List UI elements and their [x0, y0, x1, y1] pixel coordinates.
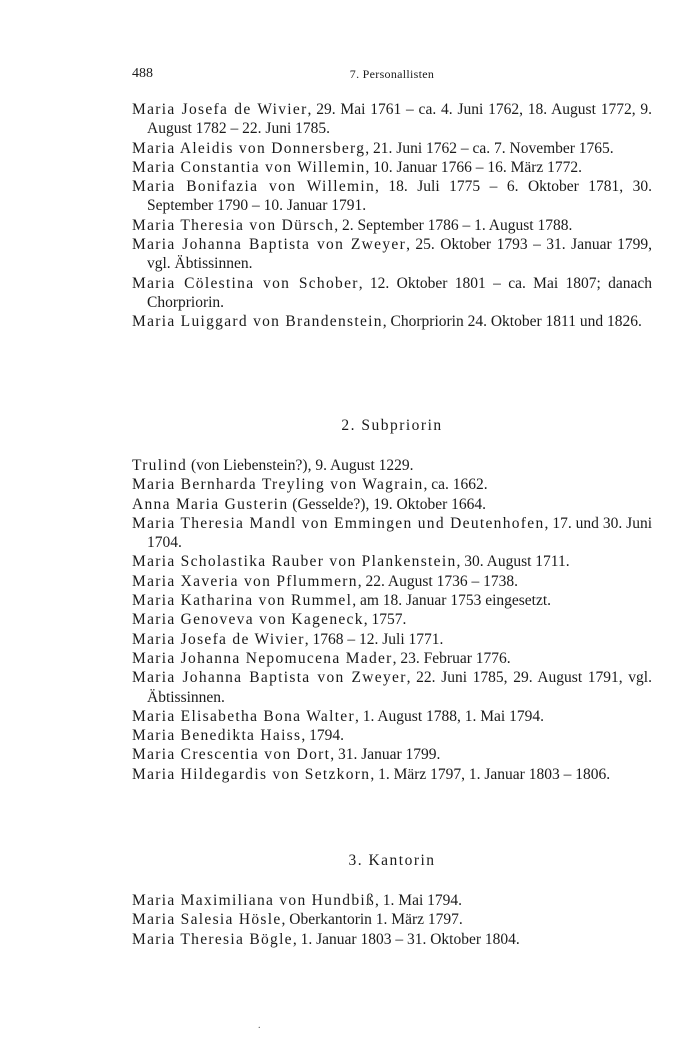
- list-entry: [132, 274, 652, 313]
- entry-details: , 12. Oktober 1801 – ca. Mai 1807; danach Chorpriorin.: [147, 274, 653, 311]
- entry-details: , 17. und 30. Juni 1704.: [147, 514, 652, 552]
- person-name: Maria Aleidis von Donnersberg: [132, 139, 366, 157]
- entry-details: , 21. Juni 1762 – ca. 7. November 1765.: [365, 139, 614, 157]
- person-name: Maria Luiggard von Brandenstein: [132, 313, 383, 331]
- entry-details: , 2. September 1786 – 1. August 1788.: [334, 216, 573, 234]
- list-entry: [132, 591, 652, 610]
- list-entry: [132, 630, 652, 649]
- entry-details: (von Liebenstein?), 9. August 1229.: [187, 457, 414, 474]
- section-heading-kantorin: 3. Kantorin: [348, 852, 436, 869]
- page-number: 488: [132, 66, 153, 81]
- person-name: Maria Hildegardis von Setzkorn: [132, 765, 371, 783]
- list-entry: [132, 514, 652, 553]
- entry-details: , 1. Januar 1803 – 31. Oktober 1804.: [292, 930, 520, 948]
- entry-details: , 22. August 1736 – 1738.: [357, 572, 518, 590]
- entry-details: , 25. Oktober 1793 – 31. Januar 1799, vgl. Äbtissinnen.: [147, 236, 652, 273]
- list-entry: [132, 456, 652, 475]
- list-entry: [132, 572, 652, 591]
- person-name: Maria Josefa de Wivier: [132, 630, 305, 648]
- running-title: 7. Personallisten: [349, 67, 435, 81]
- list-entry: [132, 552, 652, 571]
- person-name: Maria Theresia von Dürsch: [132, 216, 335, 234]
- entry-details: (Gesselde?), 19. Oktober 1664.: [288, 495, 486, 513]
- entry-details: , 1. März 1797, 1. Januar 1803 – 1806.: [370, 765, 611, 783]
- person-name: Maria Elisabetha Bona Walter: [132, 707, 355, 725]
- list-entry: [132, 668, 652, 707]
- entry-details: , 1757.: [363, 611, 407, 629]
- person-name: Maria Crescentia von Dort: [132, 746, 331, 764]
- list-entry: [132, 649, 652, 668]
- person-name: Maria Johanna Baptista von Zweyer: [132, 669, 407, 687]
- entry-details: , 29. Mai 1761 – ca. 4. Juni 1762, 18. August 1772, 9. August 1782 – 22. Juni 1785.: [147, 101, 653, 138]
- entry-details: , Chorpriorin 24. Oktober 1811 und 1826.: [382, 313, 642, 331]
- person-name: Maria Johanna Nepomucena Mader: [132, 649, 393, 667]
- list-entry: [132, 177, 652, 216]
- list-entry: [132, 216, 652, 235]
- person-name: Maria Bonifazia von Willemin: [132, 178, 376, 196]
- entry-details: , 18. Juli 1775 – 6. Oktober 1781, 30. September 1790 – 10. Januar 1791.: [147, 178, 653, 215]
- person-name: Maria Josefa de Wivier: [132, 101, 308, 118]
- section-heading-subpriorin: 2. Subpriorin: [341, 417, 443, 434]
- entry-list-kantorin: [132, 891, 652, 949]
- list-entry: [132, 475, 652, 494]
- entry-details: , Oberkantorin 1. März 1797.: [281, 911, 463, 929]
- person-name: Maria Theresia Bögle: [132, 930, 293, 948]
- person-name: Maria Scholastika Rauber von Plankenstein: [132, 553, 457, 571]
- person-name: Maria Benedikta Haiss: [132, 727, 302, 745]
- entry-details: , 10. Januar 1766 – 16. März 1772.: [365, 158, 583, 176]
- list-entry: [132, 139, 652, 158]
- list-entry: [132, 707, 652, 726]
- person-name: Maria Bernharda Treyling von Wagrain: [132, 476, 424, 494]
- list-entry: [132, 726, 652, 745]
- list-entry: [132, 610, 652, 629]
- entry-details: , 31. Januar 1799.: [330, 746, 441, 764]
- entry-details: , am 18. Januar 1753 eingesetzt.: [352, 592, 552, 610]
- person-name: Maria Theresia Mandl von Emmingen und Deutenhofen: [132, 514, 545, 532]
- entry-list-priorin: [132, 100, 652, 332]
- list-entry: [132, 745, 652, 764]
- page-mark: .: [258, 1020, 261, 1031]
- person-name: Trulind: [132, 457, 188, 474]
- list-entry: [132, 891, 652, 910]
- list-entry: [132, 158, 652, 177]
- list-entry: [132, 312, 652, 331]
- person-name: Maria Genoveva von Kageneck: [132, 611, 364, 629]
- list-entry: [132, 235, 652, 274]
- person-name: Maria Johanna Baptista von Zweyer: [132, 236, 407, 254]
- list-entry: [132, 765, 652, 784]
- list-entry: [132, 100, 652, 139]
- entry-details: , 23. Februar 1776.: [392, 649, 511, 667]
- entry-list-subpriorin: [132, 456, 652, 784]
- person-name: Maria Constantia von Willemin: [132, 158, 366, 176]
- list-entry: [132, 910, 652, 929]
- list-entry: [132, 495, 652, 514]
- person-name: Maria Katharina von Rummel: [132, 592, 353, 610]
- person-name: Maria Xaveria von Pflummern: [132, 572, 358, 590]
- entry-details: , 22. Juni 1785, 29. August 1791, vgl. Äbtissinnen.: [147, 669, 652, 706]
- page-header: [132, 66, 652, 84]
- entry-details: , 1768 – 12. Juli 1771.: [304, 630, 444, 648]
- person-name: Maria Cölestina von Schober: [132, 274, 359, 292]
- entry-details: , 30. August 1711.: [456, 553, 570, 571]
- person-name: Maria Salesia Hösle: [132, 911, 282, 929]
- person-name: Anna Maria Gusterin: [132, 495, 289, 513]
- entry-details: , 1. Mai 1794.: [375, 892, 463, 909]
- entry-details: , ca. 1662.: [423, 476, 488, 494]
- entry-details: , 1. August 1788, 1. Mai 1794.: [354, 707, 544, 725]
- entry-details: , 1794.: [301, 727, 344, 745]
- list-entry: [132, 930, 652, 949]
- person-name: Maria Maximiliana von Hundbiß: [132, 892, 376, 909]
